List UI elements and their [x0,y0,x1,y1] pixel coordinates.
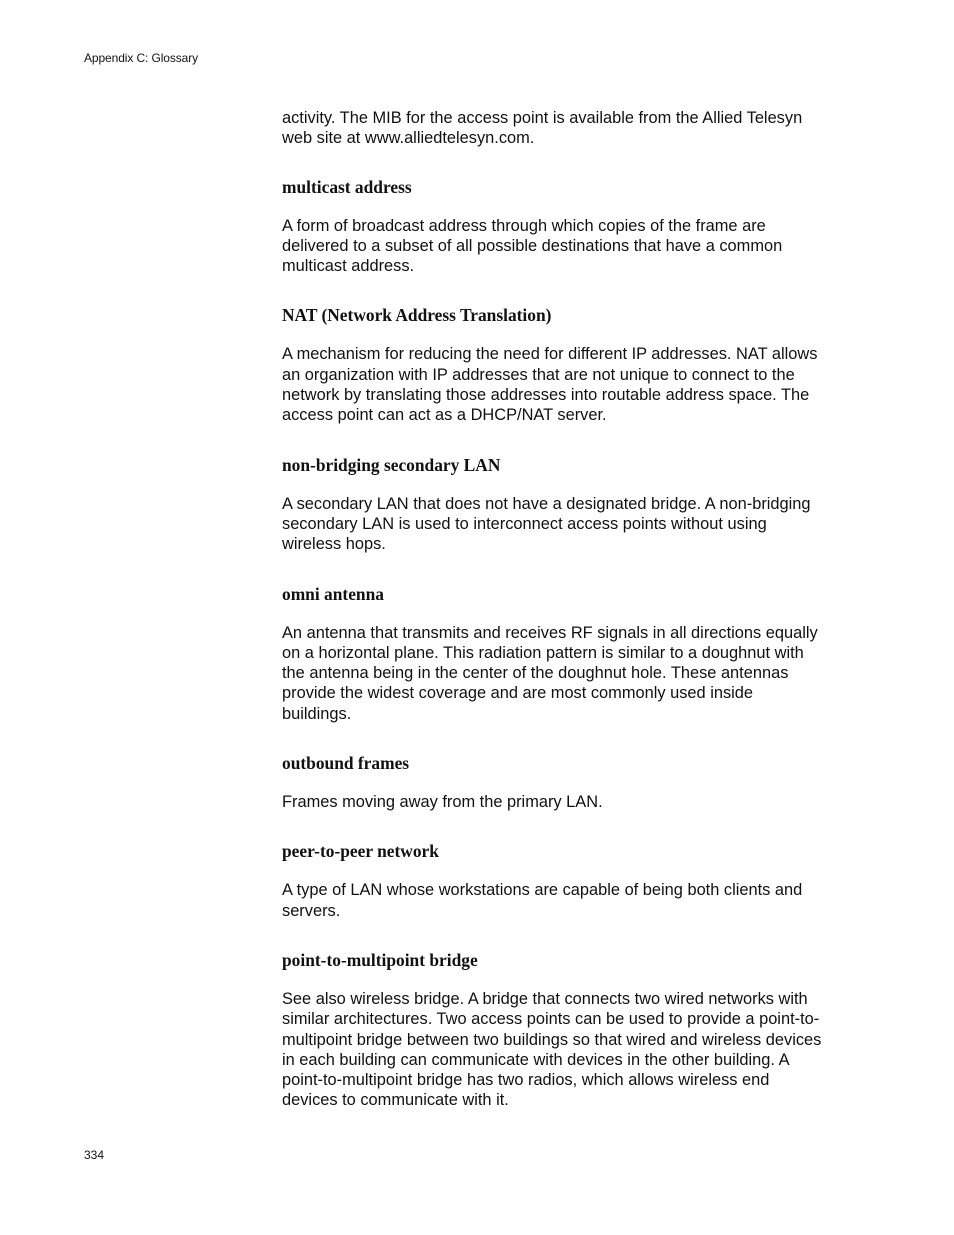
glossary-entry [282,177,854,277]
glossary-entry [282,841,854,921]
glossary-term: omni antenna [282,583,384,604]
glossary-term: peer-to-peer network [282,841,439,862]
text-line: devices to communicate with it. [282,1091,509,1110]
glossary-entries [282,177,854,1111]
text-line: A form of broadcast address through which copies of the frame are [282,216,766,235]
running-header: Appendix C: Glossary [84,51,199,65]
text-line: point-to-multipoint bridge has two radios, which allows wireless end [282,1071,770,1090]
glossary-term: point-to-multipoint bridge [282,949,478,970]
glossary-content [282,108,854,1140]
glossary-entry [282,950,854,1111]
glossary-entry [282,305,854,425]
glossary-definition [282,989,854,1111]
text-line: A mechanism for reducing the need for different IP addresses. NAT allows [282,345,818,364]
text-line: web site at www.alliedtelesyn.com. [282,129,535,148]
glossary-term: outbound frames [282,753,410,774]
text-line: secondary LAN is used to interconnect access points without using [282,514,767,533]
text-line: provide the widest coverage and are most commonly used inside [282,684,754,703]
text-line: A type of LAN whose workstations are capable of being both clients and [282,881,803,900]
text-line: network by translating those addresses into routable address space. The [282,386,810,405]
glossary-term: NAT (Network Address Translation) [282,305,552,326]
text-line: See also wireless bridge. A bridge that connects two wired networks with [282,989,808,1008]
text-line: buildings. [282,704,352,723]
text-line: An antenna that transmits and receives RF signals in all directions equally [282,623,818,642]
glossary-term: non-bridging secondary LAN [282,454,501,475]
page-number: 334 [84,1148,105,1162]
text-line: Frames moving away from the primary LAN. [282,793,603,812]
glossary-definition [282,216,854,277]
glossary-definition [282,623,854,724]
glossary-entry [282,455,854,555]
text-line: an organization with IP addresses that are not unique to connect to the [282,365,795,384]
glossary-entry [282,584,854,724]
intro-paragraph [282,108,854,149]
text-line: the antenna being in the center of the doughnut hole. These antennas [282,664,789,683]
glossary-definition [282,880,854,921]
glossary-entry [282,753,854,812]
glossary-term: multicast address [282,176,412,197]
glossary-definition [282,494,854,555]
text-line: servers. [282,901,341,920]
glossary-definition [282,344,854,425]
text-line: activity. The MIB for the access point is available from the Allied Telesyn [282,109,803,127]
text-line: on a horizontal plane. This radiation pattern is similar to a doughnut with [282,643,804,662]
text-line: multicast address. [282,257,415,276]
text-line: A secondary LAN that does not have a designated bridge. A non-bridging [282,494,811,513]
text-line: in each building can communicate with devices in the other building. A [282,1050,790,1069]
text-line: access point can act as a DHCP/NAT server. [282,406,607,425]
text-line: delivered to a subset of all possible destinations that have a common [282,236,783,255]
text-line: wireless hops. [282,535,386,554]
text-line: multipoint bridge between two buildings so that wired and wireless devices [282,1030,822,1049]
glossary-definition [282,792,854,812]
text-line: similar architectures. Two access points can be used to provide a point-to- [282,1010,820,1029]
